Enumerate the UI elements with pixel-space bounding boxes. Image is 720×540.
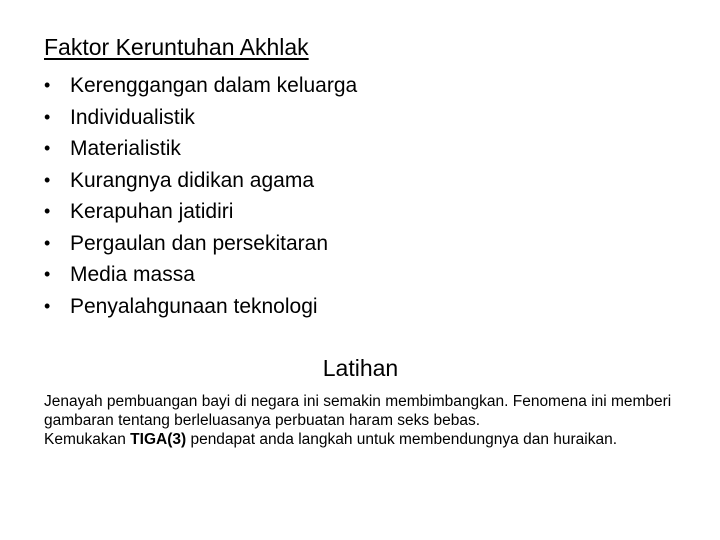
instruction-text-after: pendapat anda langkah untuk membendungnya dan huraikan. [186,431,618,448]
list-item [44,259,357,291]
paragraph-line: Jenayah pembuangan bayi di negara ini semakin membimbangkan. Fenomena ini memberi gambaran tentang berleluasanya perbuatan haram seks bebas. [44,393,672,429]
list-item-text: Media massa [70,263,195,286]
bullet-icon: • [44,232,51,253]
instruction-text-before: Kemukakan [44,431,131,448]
bullet-icon: • [44,106,51,127]
list-item-text: Materialistik [70,137,181,160]
list-item-text: Kerapuhan jatidiri [70,200,234,223]
slide-title: Faktor Keruntuhan Akhlak [44,34,309,60]
list-item-text: Penyalahgunaan teknologi [70,294,318,318]
list-item-text: Pergaulan dan persekitaran [70,231,329,255]
section-heading-text: Latihan [322,355,399,381]
bullet-icon: • [44,75,51,95]
list-item [44,70,357,102]
factor-list [44,70,357,322]
bullet-icon: • [44,138,51,158]
list-item [44,228,357,260]
list-item [44,196,357,228]
list-item-text: Kurangnya didikan agama [70,168,315,192]
list-item [44,165,357,197]
section-heading [0,355,720,382]
bullet-icon: • [44,295,51,316]
paragraph-instruction [44,430,672,449]
list-item [44,102,357,134]
bullet-icon: • [44,201,51,221]
instruction-emphasis: TIGA(3) [130,431,187,448]
list-item-text: Kerenggangan dalam keluarga [70,74,358,97]
list-item-text: Individualistik [70,105,195,129]
bullet-icon: • [44,264,51,284]
bullet-icon: • [44,169,51,190]
exercise-paragraph [44,392,672,449]
list-item [44,291,357,323]
list-item [44,133,357,165]
